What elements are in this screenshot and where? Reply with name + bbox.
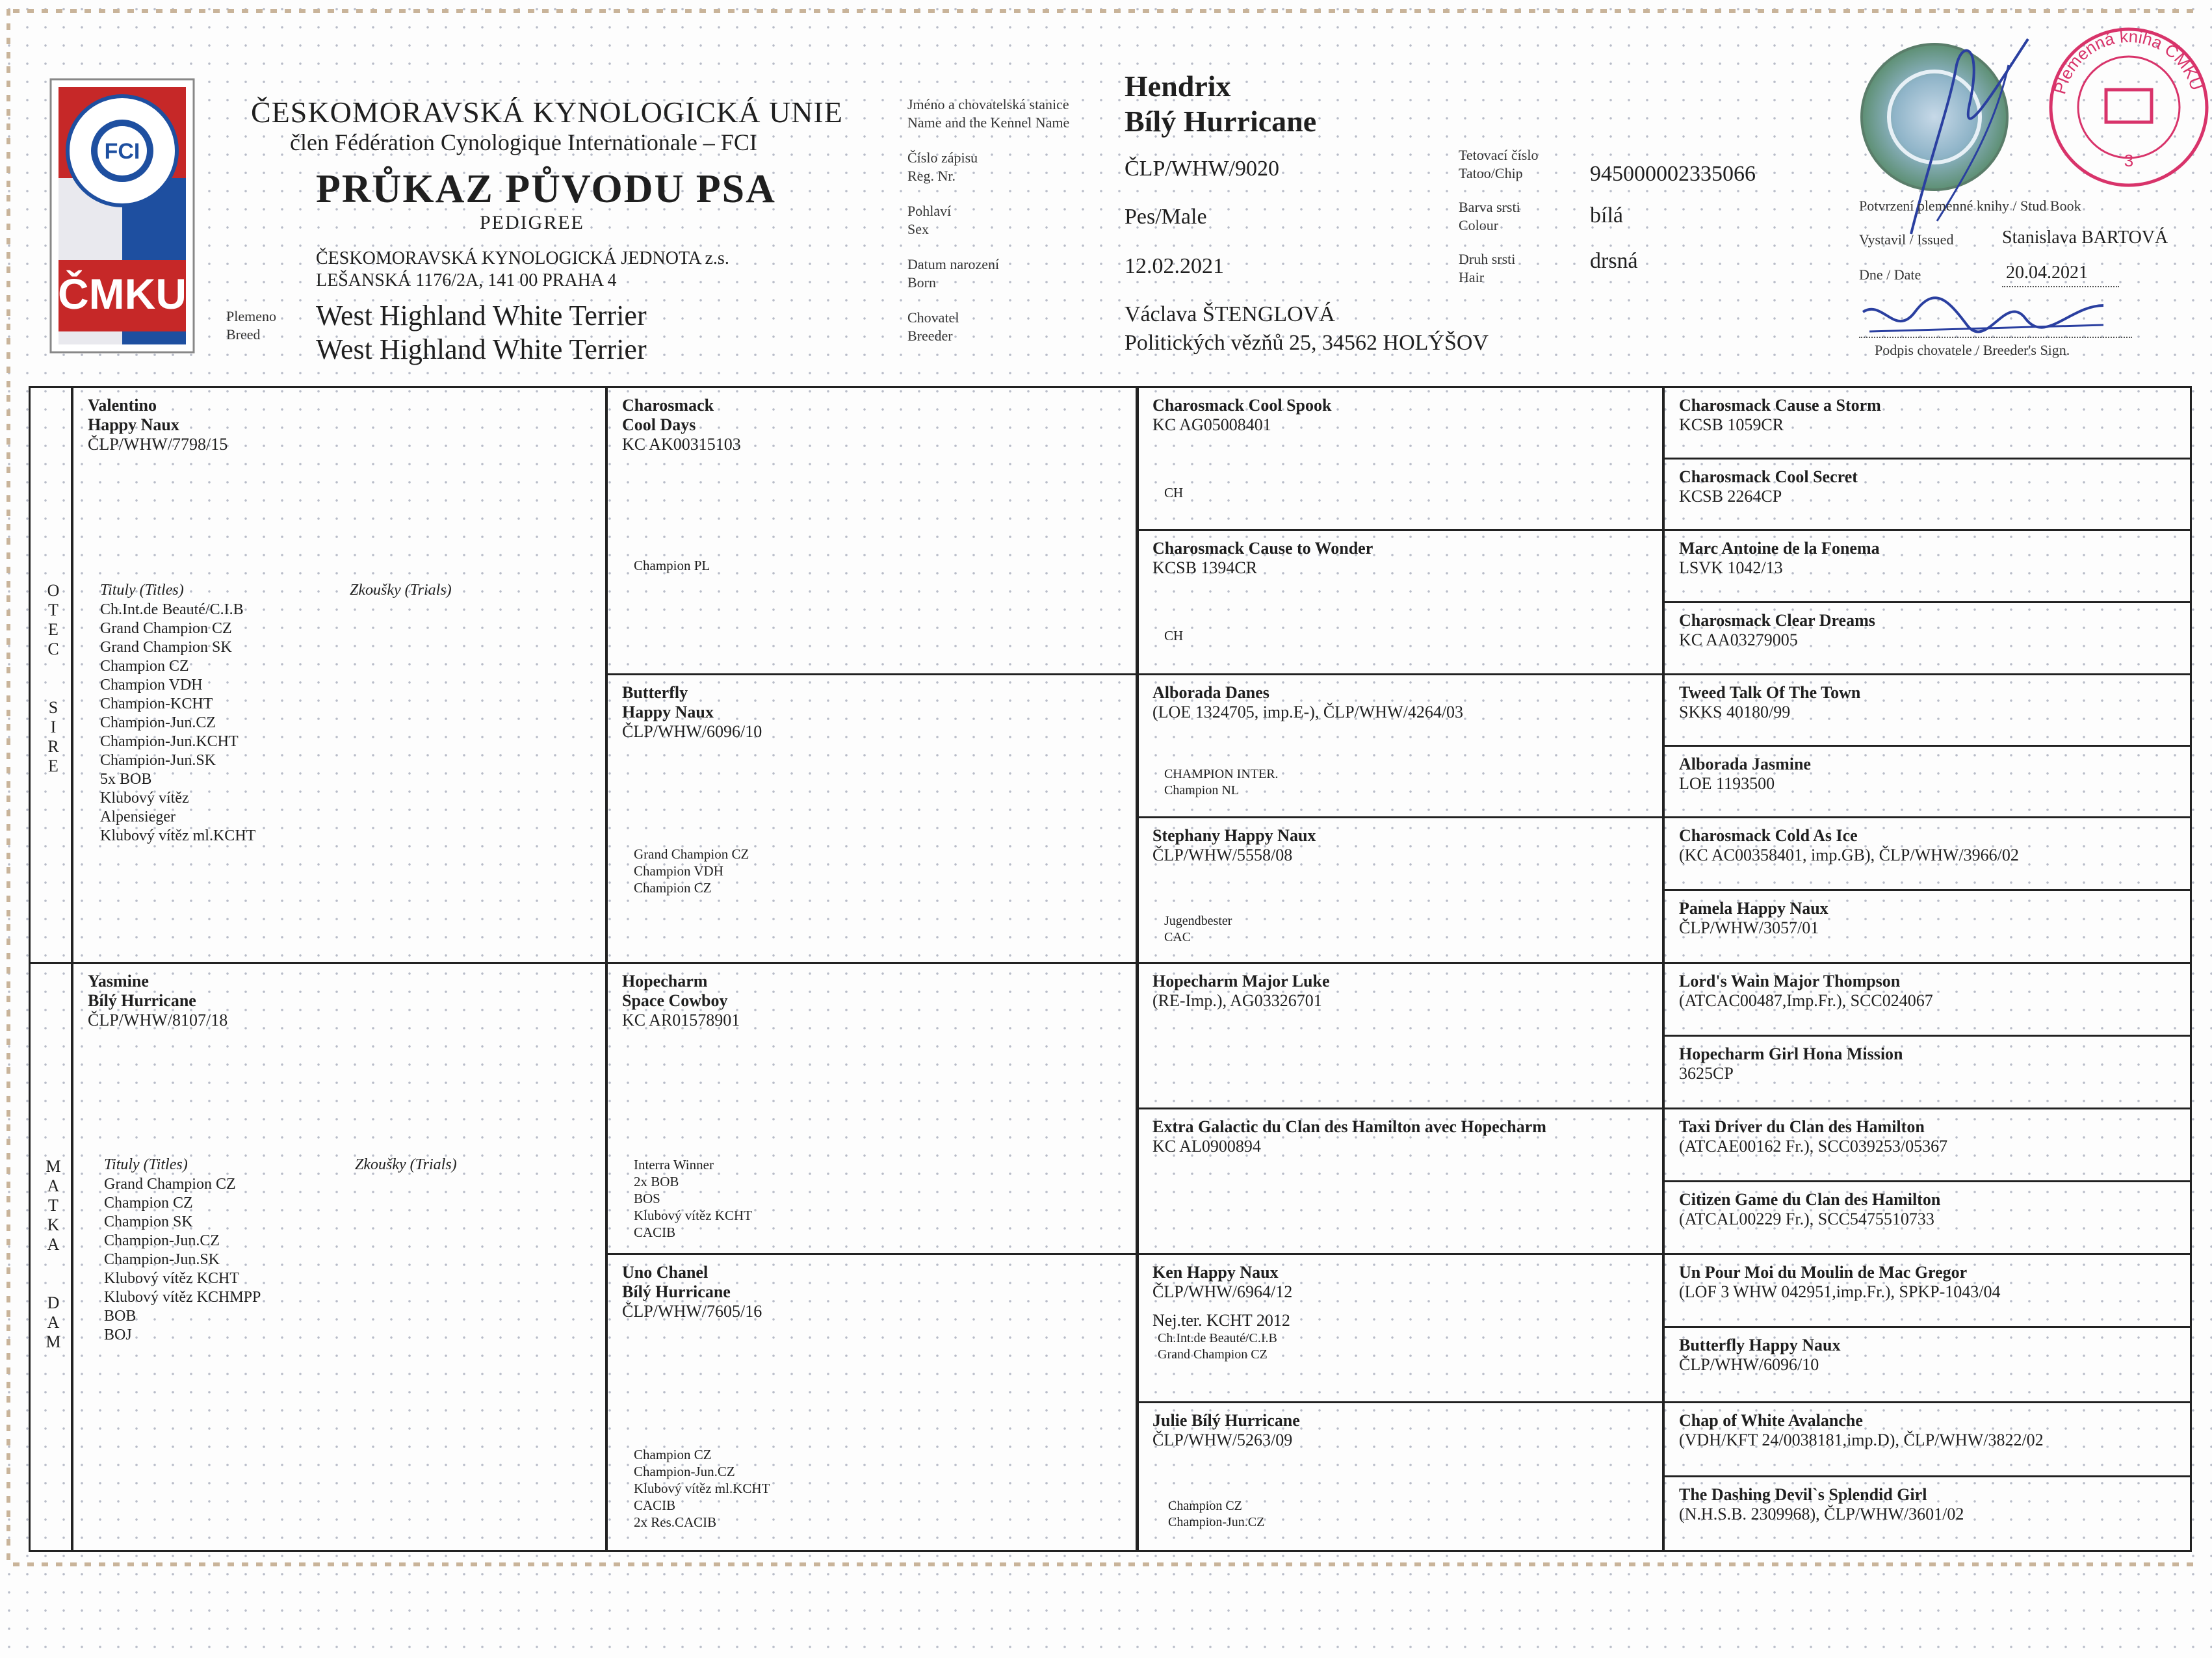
ancestor-name: Butterfly Happy Naux	[1679, 1336, 1841, 1354]
dam-letter: D	[47, 1293, 60, 1312]
ancestor-name: Julie Bílý Hurricane	[1152, 1411, 1300, 1430]
ancestor-reg: KC AK00315103	[622, 435, 741, 454]
gen4-cell	[1663, 1475, 2192, 1552]
gen2-cell	[606, 673, 1138, 964]
ancestor-kennel: Happy Naux	[622, 703, 714, 721]
ancestor-title: Klubový vítěz KCHT	[634, 1208, 752, 1223]
title-item: Alpensieger	[100, 809, 176, 825]
ancestor-title: Champion PL	[634, 558, 710, 573]
ancestor-title: CACIB	[634, 1497, 676, 1513]
colour-label-cz: Barva srsti	[1459, 199, 1520, 215]
born-label-en: Born	[907, 274, 936, 291]
ancestor-title: Interra Winner	[634, 1157, 714, 1172]
ancestor-reg: (RE-Imp.), AG03326701	[1152, 991, 1322, 1010]
breed-label-en: Breed	[226, 326, 261, 343]
gen4-cell	[1663, 889, 2192, 964]
breed-value-2: West Highland White Terrier	[316, 333, 647, 365]
gen4-cell	[1663, 458, 2192, 531]
ancestor-name: Charosmack Cause to Wonder	[1152, 539, 1373, 558]
title-item: Klubový vítěz	[100, 790, 189, 807]
dam-letter	[34, 1254, 73, 1293]
ancestor-titles	[1152, 1330, 1648, 1363]
ancestor-title: 2x BOB	[634, 1174, 679, 1189]
breed-label-cz: Plemeno	[226, 308, 276, 324]
dam-letter: M	[46, 1332, 61, 1351]
ancestor-title: Champion CZ	[634, 1447, 712, 1462]
gen3-cell	[1136, 529, 1664, 675]
ancestor-kennel: Space Cowboy	[622, 991, 728, 1010]
ancestor-reg: KCSB 2264CP	[1679, 487, 1782, 506]
ancestor-reg: KC AL0900894	[1152, 1137, 1261, 1156]
dog-born: 12.02.2021	[1125, 254, 1224, 278]
breeder-address: Politických vězňů 25, 34562 HOLÝŠOV	[1125, 331, 1489, 355]
title-item: Klubový vítěz KCHT	[104, 1270, 239, 1287]
ancestor-name: Charosmack Cool Spook	[1152, 396, 1332, 415]
issue-date: 20.04.2021	[2006, 263, 2088, 283]
ancestor-name: Hopecharm Girl Hona Mission	[1679, 1044, 1903, 1063]
dam-kennel: Bílý Hurricane	[88, 991, 196, 1010]
ancestor-reg: KC AR01578901	[622, 1011, 740, 1030]
gen2-cell	[606, 1253, 1138, 1552]
title-item: BOB	[104, 1308, 137, 1325]
title-item: BOJ	[104, 1327, 132, 1343]
ancestor-titles	[634, 1156, 752, 1241]
ancestor-kennel: Bílý Hurricane	[622, 1282, 731, 1301]
ancestor-reg: (N.H.S.B. 2309968), ČLP/WHW/3601/02	[1679, 1505, 1964, 1523]
dam-letter: A	[47, 1235, 60, 1254]
gen4-cell	[1663, 673, 2192, 747]
fci-cmku-logo	[49, 78, 195, 354]
ancestor-reg: LSVK 1042/13	[1679, 558, 1783, 577]
ancestor-name: Ken Happy Naux	[1152, 1263, 1279, 1282]
sire-side-letters	[34, 581, 73, 776]
bottom-border	[13, 1562, 2199, 1566]
colour-value: bílá	[1590, 203, 1623, 227]
dam-titles-label: Tituly (Titles)	[104, 1156, 188, 1173]
ancestor-reg: (ATCAL00229 Fr.), SCC5475510733	[1679, 1210, 1934, 1228]
reg-label-en: Reg. Nr.	[907, 168, 956, 184]
ancestor-reg: KCSB 1394CR	[1152, 558, 1258, 577]
breeder-label-en: Breeder	[907, 328, 953, 344]
ancestor-reg: 3625CP	[1679, 1064, 1734, 1083]
ancestor-name: Charosmack Cool Secret	[1679, 467, 1858, 486]
gen4-cell	[1663, 1180, 2192, 1255]
breed-value-1: West Highland White Terrier	[316, 300, 647, 331]
ancestor-title: Champion VDH	[634, 863, 723, 879]
ancestor-reg: KC AA03279005	[1679, 630, 1798, 649]
ancestor-reg: ČLP/WHW/7605/16	[622, 1302, 762, 1321]
gen3-cell	[1136, 1253, 1664, 1403]
ancestor-title: CH	[1164, 485, 1184, 500]
studbook-stamp	[2041, 19, 2212, 195]
ancestor-name: Hopecharm	[622, 972, 708, 991]
gen4-cell	[1663, 601, 2192, 675]
title-item: Champion-Jun.CZ	[104, 1232, 220, 1249]
issued-by: Stanislava BARTOVÁ	[2002, 227, 2168, 248]
ancestor-kennel: Cool Days	[622, 415, 696, 434]
ancestor-reg: ČLP/WHW/3057/01	[1679, 918, 1819, 937]
ancestor-title: CHAMPION INTER.	[1164, 767, 1279, 781]
gen4-cell	[1663, 386, 2192, 460]
dog-name: Hendrix	[1125, 70, 1231, 103]
ancestor-name: Alborada Jasmine	[1679, 755, 1811, 773]
gen3-cell	[1136, 1401, 1664, 1552]
ancestor-title: 2x Res.CACIB	[634, 1514, 717, 1530]
ancestor-name: Marc Antoine de la Fonema	[1679, 539, 1880, 558]
ancestor-name: Charosmack Cold As Ice	[1679, 826, 1858, 845]
name-label-cz: Jméno a chovatelská stanice	[907, 96, 1069, 112]
breeder-label-cz: Chovatel	[907, 309, 959, 326]
ancestor-title: CH	[1164, 628, 1184, 643]
ancestor-title: Klubový vítěz ml.KCHT	[634, 1481, 770, 1496]
sex-label-cz: Pohlaví	[907, 203, 952, 219]
sire-titles-label: Tituly (Titles)	[100, 582, 184, 599]
ancestor-titles	[1164, 766, 1279, 799]
sire-letter: C	[47, 640, 59, 658]
sire-letter: E	[48, 757, 59, 775]
ancestor-name: Alborada Danes	[1152, 683, 1269, 702]
ancestor-reg: KC AG05008401	[1152, 415, 1271, 434]
sire-letter	[34, 659, 73, 698]
title-item: Champion CZ	[104, 1195, 193, 1211]
doc-subtitle: PEDIGREE	[480, 212, 584, 233]
ancestor-name: Chap of White Avalanche	[1679, 1411, 1863, 1430]
doc-title: PRŮKAZ PŮVODU PSA	[316, 167, 776, 211]
ancestor-reg: (ATCAE00162 Fr.), SCC039253/05367	[1679, 1137, 1948, 1156]
ancestor-title: Champion CZ	[1168, 1499, 1242, 1513]
breeder-sign-label: Podpis chovatele / Breeder's Sign.	[1875, 342, 2070, 358]
sire-name: Valentino	[88, 396, 157, 415]
ancestor-name: Charosmack Cause a Storm	[1679, 396, 1881, 415]
dog-kennel: Bílý Hurricane	[1125, 105, 1317, 138]
org-line2: člen Fédération Cynologique Internationale – FCI	[290, 129, 757, 155]
colour-label-en: Colour	[1459, 217, 1499, 233]
ancestor-title: CAC	[1164, 930, 1191, 944]
gen4-cell	[1663, 745, 2192, 818]
ancestor-reg: (VDH/KFT 24/0038181,imp.D), ČLP/WHW/3822/02	[1679, 1431, 2044, 1449]
ancestor-name: Pamela Happy Naux	[1679, 899, 1828, 918]
chip-label-en: Tatoo/Chip	[1459, 165, 1523, 181]
title-item: Champion-Jun.KCHT	[100, 733, 239, 750]
title-item: Grand Champion CZ	[100, 620, 232, 637]
sire-letter: T	[48, 601, 59, 619]
ancestor-name: Citizen Game du Clan des Hamilton	[1679, 1190, 1941, 1209]
ancestor-note: Nej.ter. KCHT 2012	[1152, 1311, 1290, 1330]
top-border	[13, 9, 2199, 13]
sire-letter: O	[47, 581, 60, 600]
gen4-cell	[1663, 1326, 2192, 1403]
sire-reg: ČLP/WHW/7798/15	[88, 435, 228, 454]
ancestor-reg: ČLP/WHW/5263/09	[1152, 1431, 1293, 1449]
ancestor-titles	[1168, 1498, 1264, 1531]
ancestor-name: Butterfly	[622, 683, 688, 702]
sire-kennel: Happy Naux	[88, 415, 179, 434]
dam-reg: ČLP/WHW/8107/18	[88, 1011, 228, 1030]
gen4-cell	[1663, 1035, 2192, 1109]
sire-letter: R	[47, 737, 59, 756]
sire-titles-list	[100, 601, 255, 846]
dam-side-letters	[34, 1157, 73, 1352]
gen4-cell	[1663, 529, 2192, 603]
ancestor-title: Champion-Jun.CZ	[1168, 1515, 1265, 1529]
title-item: Champion-Jun.SK	[100, 752, 216, 769]
ancestor-reg: SKKS 40180/99	[1679, 703, 1791, 721]
org-line1: ČESKOMORAVSKÁ KYNOLOGICKÁ UNIE	[251, 96, 843, 129]
ancestor-reg: (LOF 3 WHW 042951,imp.Fr.), SPKP-1043/04	[1679, 1282, 2001, 1301]
dog-reg: ČLP/WHW/9020	[1125, 157, 1279, 181]
title-item: Champion-Jun.SK	[104, 1251, 220, 1268]
ancestor-reg: KCSB 1059CR	[1679, 415, 1784, 434]
left-border	[7, 9, 10, 1566]
title-item: Champion-KCHT	[100, 695, 213, 712]
ancestor-title: BOS	[634, 1191, 660, 1206]
ancestor-title: Champion CZ	[634, 880, 712, 896]
gen3-cell	[1136, 673, 1664, 818]
gen4-cell	[1663, 1107, 2192, 1182]
sire-letter: E	[48, 620, 59, 639]
ancestor-name: Hopecharm Major Luke	[1152, 972, 1330, 991]
chip-value: 945000002335066	[1590, 162, 1756, 186]
org-address: LEŠANSKÁ 1176/2A, 141 00 PRAHA 4	[316, 270, 617, 291]
sig-underline	[1859, 337, 2132, 338]
dam-letter: K	[47, 1215, 60, 1234]
issued-label: Vystavil / Issued	[1859, 231, 1954, 248]
sex-label-en: Sex	[907, 221, 929, 237]
gen3-cell	[1136, 386, 1664, 531]
title-item: Champion-Jun.CZ	[100, 714, 216, 731]
side-column	[29, 386, 73, 1552]
ancestor-reg: ČLP/WHW/5558/08	[1152, 846, 1293, 864]
gen3-cell	[1136, 1107, 1664, 1255]
title-item: Klubový vítěz KCHMPP	[104, 1289, 261, 1306]
ancestor-name: Taxi Driver du Clan des Hamilton	[1679, 1117, 1925, 1136]
chip-label-cz: Tetovací číslo	[1459, 147, 1539, 163]
hair-label-cz: Druh srsti	[1459, 251, 1516, 267]
dam-letter: A	[47, 1176, 60, 1195]
ancestor-titles	[1164, 913, 1232, 946]
ancestor-title: Grand Champion CZ	[1158, 1347, 1268, 1362]
ancestor-title: CACIB	[634, 1224, 676, 1240]
title-item: Grand Champion CZ	[104, 1176, 236, 1193]
gen4-cell	[1663, 816, 2192, 891]
ancestor-reg: ČLP/WHW/6096/10	[1679, 1355, 1819, 1374]
title-item: 5x BOB	[100, 771, 152, 788]
dam-letter: M	[46, 1157, 61, 1176]
ancestor-name: Extra Galactic du Clan des Hamilton avec Hopecharm	[1152, 1117, 1546, 1136]
stamp-text: Plemenná kniha ČMKU	[2049, 26, 2207, 96]
gen2-cell	[606, 962, 1138, 1255]
org-line3: ČESKOMORAVSKÁ KYNOLOGICKÁ JEDNOTA z.s.	[316, 248, 729, 268]
gen3-cell	[1136, 962, 1664, 1109]
dam-letter: A	[47, 1313, 60, 1332]
title-item: Champion CZ	[100, 658, 189, 675]
ancestor-title: Jugendbester	[1164, 914, 1232, 928]
ancestor-reg: ČLP/WHW/6096/10	[622, 722, 762, 741]
side-divider	[29, 962, 73, 964]
sire-trials-label: Zkoušky (Trials)	[350, 582, 452, 599]
ancestor-name: Stephany Happy Naux	[1152, 826, 1316, 845]
sire-letter: I	[50, 718, 57, 736]
ancestor-name: Un Pour Moi du Moulin de Mac Gregor	[1679, 1263, 1968, 1282]
ancestor-title: Ch.Int.de Beauté/C.I.B	[1158, 1331, 1277, 1345]
dam-trials-label: Zkoušky (Trials)	[355, 1156, 457, 1173]
title-item: Ch.Int.de Beauté/C.I.B	[100, 601, 244, 618]
ancestor-name: The Dashing Devil`s Splendid Girl	[1679, 1485, 1927, 1504]
dam-letter: T	[48, 1196, 59, 1215]
sire-letter: S	[48, 698, 59, 717]
ancestor-titles	[634, 1446, 770, 1531]
gen4-cell	[1663, 962, 2192, 1037]
dam-titles-list	[104, 1175, 261, 1345]
ancestor-name: Uno Chanel	[622, 1263, 709, 1282]
dam-name: Yasmine	[88, 972, 149, 991]
gen2-cell	[606, 386, 1138, 675]
dog-sex: Pes/Male	[1125, 205, 1207, 229]
title-item: Champion VDH	[100, 677, 203, 693]
studbook-confirm-label: Potvrzení plemenné knihy / Stud Book	[1859, 198, 2081, 214]
gen4-cell	[1663, 1401, 2192, 1477]
ancestor-name: Lord's Wain Major Thompson	[1679, 972, 1901, 991]
name-label-en: Name and the Kennel Name	[907, 114, 1070, 131]
ancestor-title: Champion-Jun.CZ	[634, 1464, 735, 1479]
hair-value: drsná	[1590, 249, 1638, 273]
ancestor-title: Grand Champion CZ	[634, 846, 749, 862]
ancestor-name: Charosmack Clear Dreams	[1679, 611, 1875, 630]
ancestor-reg: (ATCAC00487,Imp.Fr.), SCC024067	[1679, 991, 1933, 1010]
ancestor-reg: (KC AC00358401, imp.GB), ČLP/WHW/3966/02	[1679, 846, 2019, 864]
stamp-number: 3	[2124, 151, 2134, 170]
title-item: Champion SK	[104, 1213, 193, 1230]
reg-label-cz: Číslo zápisu	[907, 149, 978, 166]
ancestor-titles	[634, 846, 749, 896]
ancestor-reg: ČLP/WHW/6964/12	[1152, 1282, 1293, 1301]
breeder-name: Václava ŠTENGLOVÁ	[1125, 302, 1335, 326]
date-label: Dne / Date	[1859, 266, 1921, 283]
title-item: Klubový vítěz ml.KCHT	[100, 827, 256, 844]
gen3-cell	[1136, 816, 1664, 964]
logo-cmku-text: ČMKU	[58, 270, 187, 318]
ancestor-name: Charosmack	[622, 396, 714, 415]
gen4-cell	[1663, 1253, 2192, 1328]
ancestor-title: Champion NL	[1164, 783, 1239, 797]
ancestor-reg: (LOE 1324705, imp.E-), ČLP/WHW/4264/03	[1152, 703, 1464, 721]
logo-fci-text: FCI	[104, 139, 140, 164]
ancestor-reg: LOE 1193500	[1679, 774, 1775, 793]
ancestor-name: Tweed Talk Of The Town	[1679, 683, 1861, 702]
breeder-signature	[1856, 286, 2116, 344]
born-label-cz: Datum narození	[907, 256, 1000, 272]
title-item: Grand Champion SK	[100, 639, 232, 656]
hair-label-en: Hair	[1459, 269, 1485, 285]
